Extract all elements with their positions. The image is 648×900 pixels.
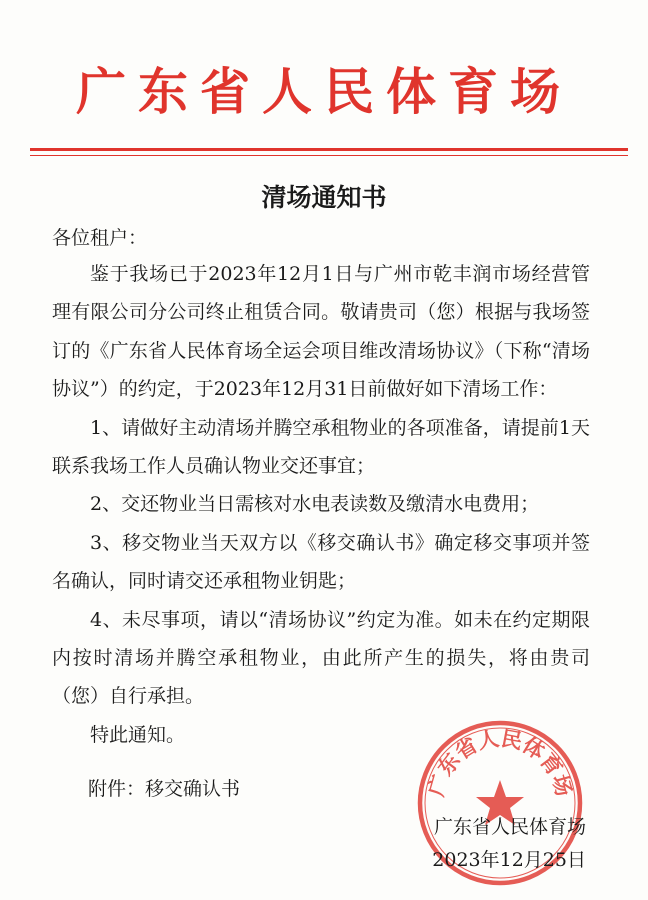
paragraph-intro: 鉴于我场已于2023年12月1日与广州市乾丰润市场经营管理有限公司分公司终止租赁合同。敬请贵司（您）根据与我场签订的《广东省人民体育场全运会项目维改清场协议》（下称“清场协议”）的约定，于2023年12月31日前做好如下清场工作：: [52, 263, 590, 401]
paragraph-item-1: 1、请做好主动清场并腾空承租物业的各项准备，请提前1天联系我场工作人员确认物业交还事宜；: [52, 416, 590, 478]
letterhead-rule-thin: [30, 155, 628, 156]
attachment-line: 附件：移交确认书: [88, 778, 241, 800]
salutation: 各位租户：: [52, 227, 148, 249]
signature-org: 广东省人民体育场: [433, 816, 586, 838]
paragraph-item-2: 2、交还物业当日需核对水电表读数及缴清水电费用；: [90, 493, 540, 516]
letterhead-title: 广东省人民体育场: [76, 62, 572, 121]
paragraph-item-4: 4、未尽事项，请以“清场协议”约定为准。如未在约定期限内按时清场并腾空承租物业，由此所产生的损失，将由贵司（您）自行承担。: [52, 608, 590, 708]
paragraph-closing: 特此通知。: [90, 723, 186, 746]
seal-arc-text: 广东省人民体育场: [423, 725, 577, 799]
letterhead-rule-thick: [30, 148, 628, 151]
paragraph-item-3: 3、移交物业当天双方以《移交确认书》确定移交事项并签名确认，同时请交还承租物业钥匙；: [52, 531, 590, 593]
document-title: 清场通知书: [261, 183, 387, 212]
document-body: [52, 255, 590, 754]
signature-date: 2023年12月25日: [432, 849, 586, 871]
